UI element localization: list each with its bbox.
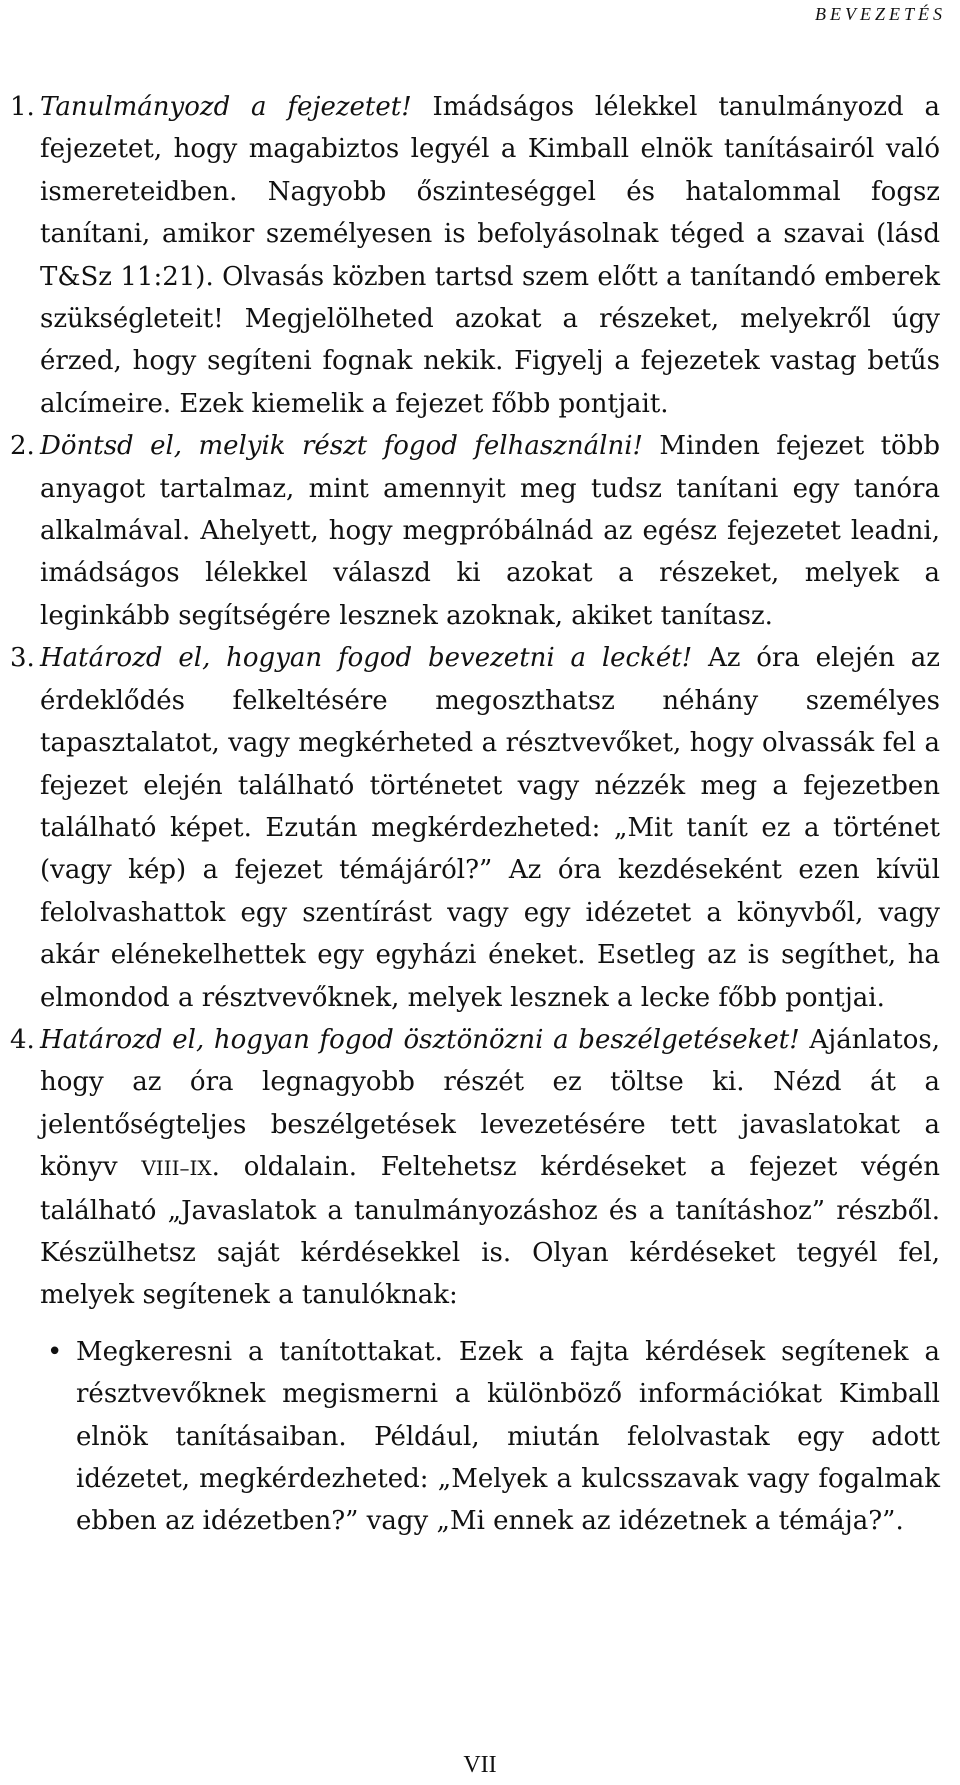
bullet-list	[10, 1331, 940, 1543]
item-number: 3.	[10, 643, 35, 674]
item-lead: Döntsd el, melyik részt fogod felhasználni!	[40, 431, 643, 462]
item-body-continued: . oldalain. Feltehetsz kérdéseket a fejezet végén található „Javaslatok a tanulmányozáshoz és a tanításhoz” részből. Készülhetsz saját kérdésekkel is. Olyan kérdéseket tegyél fel, melyek segítenek a tanulóknak:	[40, 1152, 941, 1311]
page-reference: VIII–IX	[141, 1156, 212, 1181]
item-lead: Határozd el, hogyan fogod ösztönözni a beszélgetéseket!	[40, 1024, 800, 1055]
bullet-item	[10, 1331, 940, 1543]
bullet-text: Megkeresni a tanítottakat. Ezek a fajta kérdések segítenek a résztvevőknek megismerni a különböző információkat Kimball elnök tanításaiban. Például, miután felolvastak egy adott idézetet, megkérdezheted: „Melyek a kulcsszavak vagy fogalmak ebben az idézetben?” vagy „Mi ennek az idézetnek a témája?”.	[76, 1336, 940, 1537]
bullet-icon: •	[47, 1336, 63, 1367]
list-item-2	[10, 425, 940, 637]
item-number: 1.	[10, 92, 35, 122]
item-number: 4.	[10, 1024, 35, 1055]
item-body: Az óra elején az érdeklődés felkeltésére megoszthatsz néhány személyes tapasztalatot, vagy megkérheted a résztvevőket, hogy olvassák fel a fejezet elején található történetet vagy nézzék meg a fejezetben található képet. Ezután megkérdezheted: „Mit tanít ez a történet (vagy kép) a fejezet témájáról?” Az óra kezdéseként ezen kívül felolvashattok egy szentírást vagy egy idézetet a könyvből, vagy akár elénekelhettek egy egyházi éneket. Esetleg az is segíthet, ha elmondod a résztvevőknek, melyek lesznek a lecke főbb pontjai.	[40, 643, 940, 1013]
item-lead: Tanulmányozd a fejezetet!	[40, 92, 412, 122]
list-item-1	[10, 86, 940, 425]
list-item-3	[10, 637, 940, 1019]
item-body: Minden fejezet több anyagot tartalmaz, mint amennyit meg tudsz tanítani egy tanóra alkalmával. Ahelyett, hogy megpróbálnád az egész fejezetet leadni, imádságos lélekkel válaszd ki azokat a részeket, melyek a leginkább segítségére lesznek azoknak, akiket tanítasz.	[40, 431, 940, 631]
list-item-4	[10, 1019, 940, 1317]
main-text	[10, 86, 940, 1543]
item-lead: Határozd el, hogyan fogod bevezetni a leckét!	[40, 643, 693, 674]
item-body: Ajánlatos, hogy az óra legnagyobb részét ez töltse ki. Nézd át a jelentőségteljes beszélgetések levezetésére tett javaslatokat a könyv	[40, 1024, 941, 1183]
item-body: Imádságos lélekkel tanulmányozd a fejezetet, hogy magabiztos legyél a Kimball elnök tanításairól való ismereteidben. Nagyobb őszinteséggel és hatalommal fogsz tanítani, amikor személyesen is befolyásolnak téged a szavai (lásd T&Sz 11:21). Olvasás közben tartsd szem előtt a tanítandó emberek szükségleteit! Megjelölheted azokat a részeket, melyekről úgy érzed, hogy segíteni fognak nekik. Figyelj a fejezetek vastag betűs alcímeire. Ezek kiemelik a fejezet főbb pontjait.	[40, 92, 940, 419]
page-number: VII	[463, 1752, 497, 1778]
item-number: 2.	[10, 431, 35, 462]
running-title: BEVEZETÉS	[815, 4, 946, 24]
